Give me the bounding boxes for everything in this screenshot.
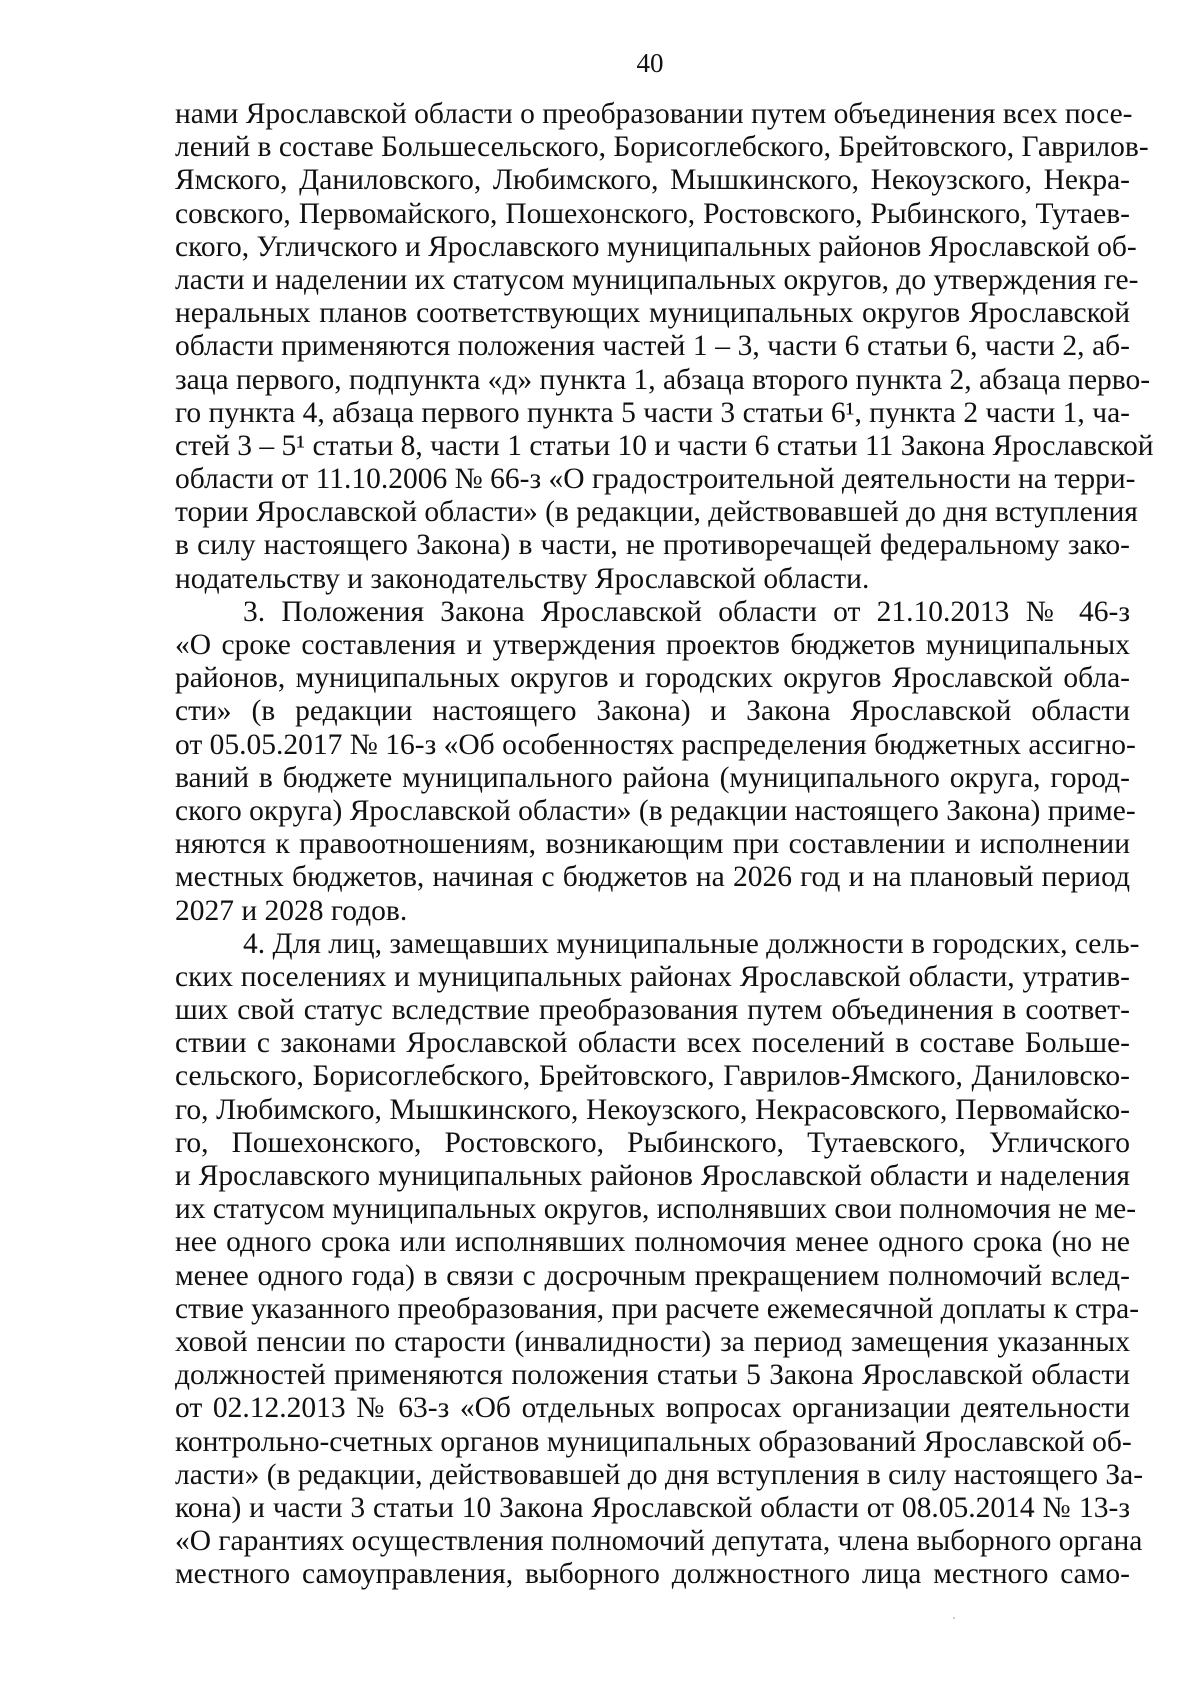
text-line: сти» (в редакции настоящего Закона) и Закона Ярославской области bbox=[175, 695, 1130, 728]
text-line: няются к правоотношениям, возникающим при составлении и исполнении bbox=[175, 828, 1130, 861]
text-line: нее одного срока или исполнявших полномочия менее одного срока (но не bbox=[175, 1226, 1130, 1259]
text-line: ствии с законами Ярославской области всех поселений в составе Больше- bbox=[175, 1027, 1130, 1060]
text-line: области от 11.10.2006 № 66-з «О градостроительной деятельности на терри- bbox=[175, 463, 1136, 496]
text-line: нами Ярославской области о преобразовании путем объединения всех посе- bbox=[175, 98, 1133, 130]
text-line: го, Пошехонского, Ростовского, Рыбинского, Тутаевского, Угличского bbox=[175, 1126, 1130, 1159]
text-line: должностей применяются положения статьи 5 Закона Ярославской области bbox=[175, 1359, 1130, 1392]
text-line: местного самоуправления, выборного должностного лица местного само- bbox=[175, 1558, 1130, 1591]
text-line: районов, муниципальных округов и городских округов Ярославской обла- bbox=[175, 662, 1130, 695]
text-line: ских поселениях и муниципальных районах Ярославской области, утратив- bbox=[175, 960, 1130, 993]
text-line: области применяются положения частей 1 – 3, части 6 статьи 6, части 2, аб- bbox=[175, 330, 1130, 363]
text-line: ваний в бюджете муниципального района (муниципального округа, город- bbox=[175, 761, 1130, 794]
text-line: контрольно-счетных органов муниципальных образований Ярославской об- bbox=[175, 1425, 1132, 1458]
paragraph-last-line: 2027 и 2028 годов. bbox=[175, 894, 408, 927]
text-line: совского, Первомайского, Пошехонского, Ростовского, Рыбинского, Тутаев- bbox=[175, 197, 1130, 230]
text-line: менее одного года) в связи с досрочным прекращением полномочий вслед- bbox=[175, 1259, 1130, 1292]
text-line: ховой пенсии по старости (инвалидности) за период замещения указанных bbox=[175, 1325, 1130, 1358]
text-line: неральных планов соответствующих муниципальных округов Ярославской bbox=[175, 297, 1130, 330]
paragraph-4-first-line: 4. Для лиц, замещавших муниципальные должности в городских, сель- bbox=[243, 927, 1140, 960]
text-line: го, Любимского, Мышкинского, Некоузского, Некрасовского, Первомайско- bbox=[175, 1093, 1130, 1126]
text-line: кона) и части 3 статьи 10 Закона Ярославской области от 08.05.2014 № 13-з bbox=[175, 1491, 1130, 1524]
body-text bbox=[175, 98, 1154, 1591]
text-line: лений в составе Большесельского, Борисоглебского, Брейтовского, Гаврилов- bbox=[175, 131, 1149, 164]
text-line: и Ярославского муниципальных районов Ярославской области и наделения bbox=[175, 1160, 1130, 1192]
text-line: ласти и наделении их статусом муниципальных округов, до утверждения ге- bbox=[175, 263, 1139, 296]
text-line: их статусом муниципальных округов, исполнявших свои полномочия не ме- bbox=[175, 1193, 1137, 1226]
text-line: от 05.05.2017 № 16-з «Об особенностях распределения бюджетных ассигно- bbox=[175, 728, 1136, 761]
text-line: ского округа) Ярославской области» (в редакции настоящего Закона) приме- bbox=[175, 794, 1136, 827]
text-line: «О сроке составления и утверждения проектов бюджетов муниципальных bbox=[175, 629, 1130, 661]
text-line: ствие указанного преобразования, при расчете ежемесячной доплаты к стра- bbox=[175, 1292, 1140, 1325]
paragraph-last-line: нодательству и законодательству Ярославской области. bbox=[175, 562, 870, 595]
text-line: го пункта 4, абзаца первого пункта 5 части 3 статьи 6¹, пункта 2 части 1, ча- bbox=[175, 396, 1130, 429]
page-number: 40 bbox=[636, 48, 664, 78]
text-line: тории Ярославской области» (в редакции, действовавшей до дня вступления bbox=[175, 496, 1138, 529]
scan-speck bbox=[953, 1617, 955, 1619]
text-line: стей 3 – 5¹ статьи 8, части 1 статьи 10 и части 6 статьи 11 Закона Ярославской bbox=[175, 429, 1154, 462]
text-line: от 02.12.2013 № 63-з «Об отдельных вопросах организации деятельности bbox=[175, 1392, 1130, 1425]
text-line: местных бюджетов, начиная с бюджетов на 2026 год и на плановый период bbox=[175, 861, 1130, 894]
text-line: ших свой статус вследствие преобразования путем объединения в соответ- bbox=[175, 994, 1130, 1027]
text-line: «О гарантиях осуществления полномочий депутата, члена выборного органа bbox=[175, 1525, 1143, 1558]
text-line: заца первого, подпункта «д» пункта 1, абзаца второго пункта 2, абзаца перво- bbox=[175, 363, 1151, 396]
text-line: Ямского, Даниловского, Любимского, Мышкинского, Некоузского, Некра- bbox=[175, 164, 1130, 197]
text-line: ласти» (в редакции, действовавшей до дня вступления в силу настоящего За- bbox=[175, 1458, 1144, 1491]
text-line: в силу настоящего Закона) в части, не противоречащей федеральному зако- bbox=[175, 529, 1130, 562]
text-line: сельского, Борисоглебского, Брейтовского, Гаврилов-Ямского, Даниловско- bbox=[175, 1060, 1130, 1093]
paragraph-3-first-line: 3. Положения Закона Ярославской области от 21.10.2013 № 46-з bbox=[243, 595, 1130, 628]
text-line: ского, Угличского и Ярославского муниципальных районов Ярославской об- bbox=[175, 230, 1137, 263]
